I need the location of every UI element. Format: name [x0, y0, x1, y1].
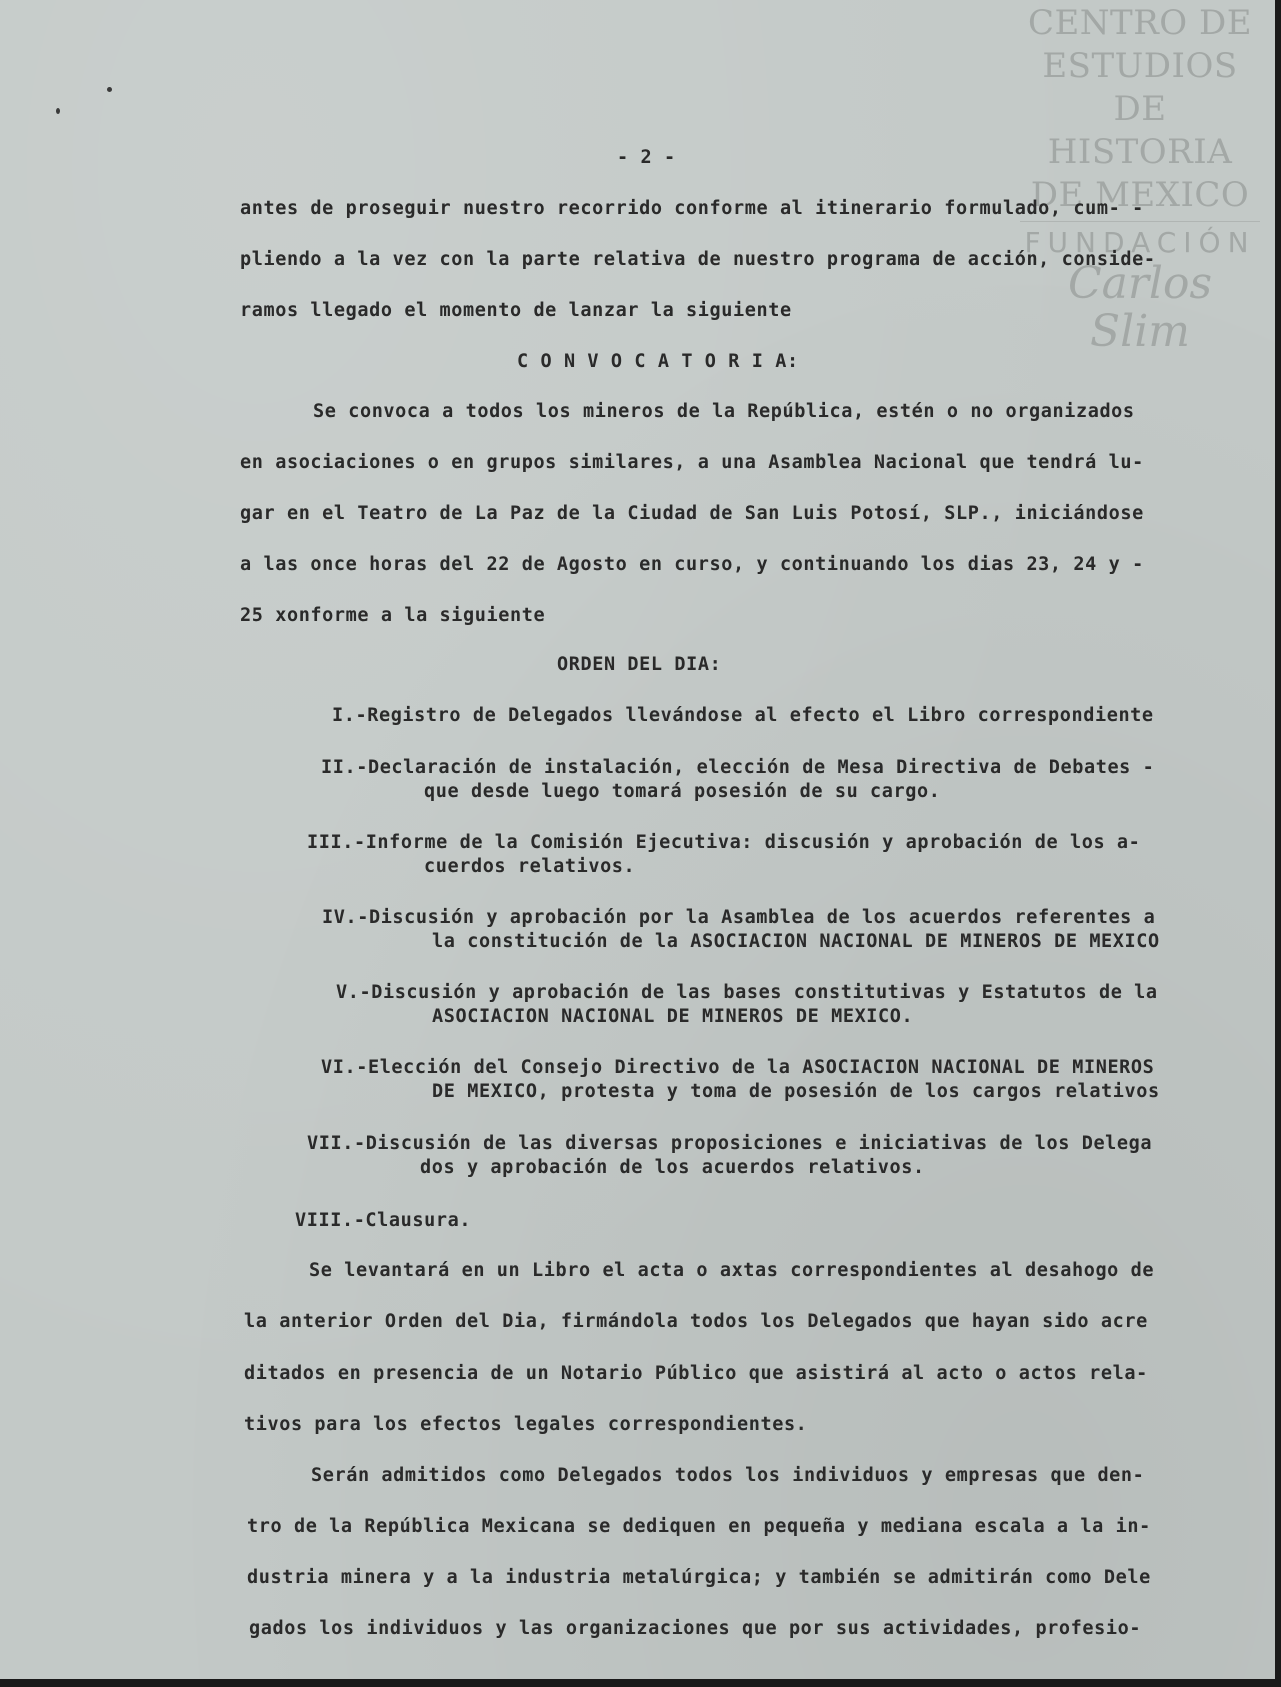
watermark-line: DE HISTORIA — [1047, 89, 1233, 172]
agenda-item: V.-Discusión y aprobación de las bases constitutivas y Estatutos de la — [336, 982, 1158, 1003]
agenda-item-continuation: DE MEXICO, protesta y toma de posesión de los cargos relativos — [432, 1081, 1160, 1102]
acta-line: tivos para los efectos legales correspondientes. — [244, 1414, 808, 1435]
watermark-line: CENTRO DE — [1027, 3, 1253, 43]
convocation-line: gar en el Teatro de La Paz de la Ciudad de San Luis Potosí, SLP., iniciándose — [240, 503, 1144, 524]
page-number: - 2 - — [617, 147, 676, 168]
agenda-item: III.-Informe de la Comisión Ejecutiva: discusión y aprobación de los a- — [307, 832, 1141, 853]
watermark-foundation: FUNDACIÓN — [1024, 226, 1256, 259]
intro-line: antes de proseguir nuestro recorrido conforme al itinerario formulado, cum- - — [240, 198, 1144, 219]
delegates-line: tro de la República Mexicana se dediquen en pequeña y mediana escala a la in- — [247, 1516, 1151, 1537]
intro-line: pliendo a la vez con la parte relativa de nuestro programa de acción, conside- — [240, 249, 1156, 270]
agenda-heading: ORDEN DEL DIA: — [557, 654, 722, 675]
scan-edge-right — [1275, 0, 1281, 1687]
punch-mark — [107, 87, 112, 92]
convocation-line: 25 xonforme a la siguiente — [240, 605, 546, 626]
agenda-item: I.-Registro de Delegados llevándose al efecto el Libro correspondiente — [332, 705, 1154, 726]
agenda-item-continuation: cuerdos relativos. — [424, 856, 636, 877]
convocation-line: en asociaciones o en grupos similares, a una Asamblea Nacional que tendrá lu- — [240, 452, 1144, 473]
intro-line: ramos llegado el momento de lanzar la siguiente — [240, 300, 792, 321]
acta-line: la anterior Orden del Dia, firmándola todos los Delegados que hayan sido acre — [244, 1311, 1148, 1332]
watermark-line: ESTUDIOS — [1042, 46, 1238, 86]
archive-watermark — [1020, 2, 1260, 356]
agenda-item: VII.-Discusión de las diversas proposiciones e iniciativas de los Delega — [307, 1133, 1153, 1154]
agenda-item-continuation: dos y aprobación de los acuerdos relativos. — [420, 1157, 925, 1178]
punch-mark — [56, 108, 60, 114]
agenda-item-continuation: la constitución de la ASOCIACION NACIONAL DE MINEROS DE MEXICO — [432, 931, 1160, 952]
delegates-line: gados los individuos y las organizaciones que por sus actividades, profesio- — [249, 1618, 1142, 1639]
agenda-item: II.-Declaración de instalación, elección de Mesa Directiva de Debates - — [321, 757, 1155, 778]
agenda-item: IV.-Discusión y aprobación por la Asamblea de los acuerdos referentes a — [322, 907, 1156, 928]
agenda-item-continuation: que desde luego tomará posesión de su cargo. — [424, 781, 941, 802]
acta-line: ditados en presencia de un Notario Público que asistirá al acto o actos rela- — [244, 1363, 1148, 1384]
convocation-line: Se convoca a todos los mineros de la República, estén o no organizados — [313, 401, 1135, 422]
watermark-line: DE MEXICO — [1030, 175, 1250, 215]
watermark-signature: Carlos Slim — [1067, 258, 1213, 357]
agenda-item: VI.-Elección del Consejo Directivo de la ASOCIACION NACIONAL DE MINEROS — [321, 1057, 1155, 1078]
convocation-line: a las once horas del 22 de Agosto en curso, y continuando los dias 23, 24 y - — [240, 554, 1144, 575]
delegates-line: dustria minera y a la industria metalúrgica; y también se admitirán como Dele — [247, 1567, 1151, 1588]
acta-line: Se levantará en un Libro el acta o axtas correspondientes al desahogo de — [309, 1260, 1155, 1281]
scan-edge-bottom — [0, 1679, 1281, 1687]
convocation-heading: C O N V O C A T O R I A: — [517, 351, 799, 372]
agenda-item-continuation: ASOCIACION NACIONAL DE MINEROS DE MEXICO. — [432, 1006, 914, 1027]
delegates-line: Serán admitidos como Delegados todos los individuos y empresas que den- — [311, 1465, 1145, 1486]
watermark-divider — [1020, 221, 1260, 222]
agenda-item: VIII.-Clausura. — [295, 1210, 472, 1231]
